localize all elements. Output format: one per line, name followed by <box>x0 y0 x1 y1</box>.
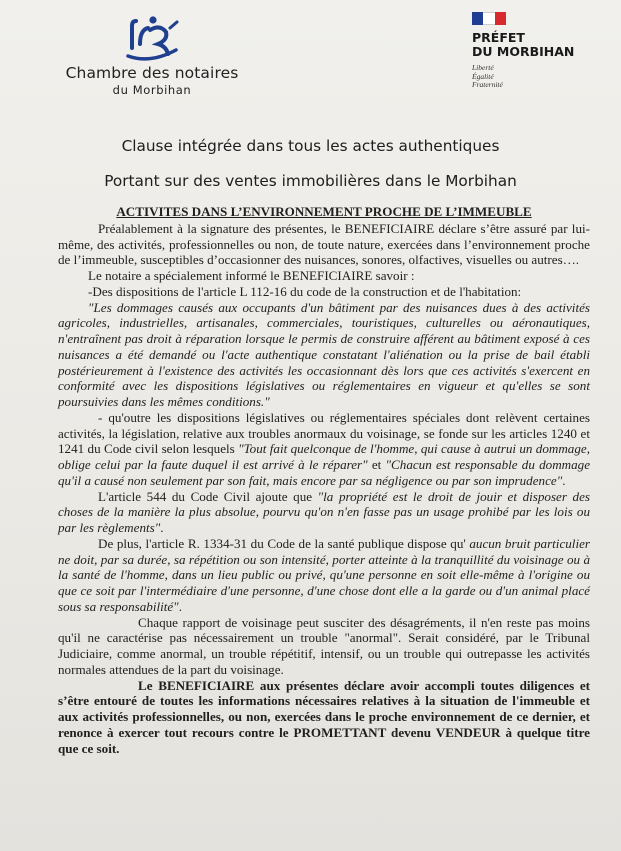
paragraph-notary-info: Le notaire a spécialement informé le BENEFICIAIRE savoir : <box>88 268 415 283</box>
paragraph-beneficiary-declaration: Le BENEFICIAIRE aux présentes déclare avoir accompli toutes diligences et s’être entouré de toutes les informations nécessaires relatives à la situation de l'immeuble et aux activités professionnelles, ou non, exercées dans le proche environnement de ce dernier, et renonce à exercer tout recours contre le PROMETTANT devenu VENDEUR à quelque titre que ce soit. <box>58 677 590 756</box>
clause-title-line2: Portant sur des ventes immobilières dans le Morbihan <box>104 172 517 190</box>
notaires-block <box>52 14 252 97</box>
prefet-title: PRÉFET DU MORBIHAN <box>472 30 575 59</box>
notaires-name: Chambre des notaires <box>65 64 239 82</box>
paragraph-preamble: Préalablement à la signature des présentes, le BENEFICIAIRE déclare s’être assuré par lui-même, des activités, professionnelles ou non, de toute nature, exercées dans l’environnement proche de l’immeuble, susceptibles d’occasionner des nuisances, sonores, olfactives, visuelles ou autres…. <box>58 220 590 268</box>
prefet-block <box>472 12 602 90</box>
paragraph-public-health-code: De plus, l'article R. 1334-31 du Code de la santé publique dispose qu' aucun bruit particulier ne doit, par sa durée, sa répétition ou son intensité, porter atteinte à la tranquillité du voisinage ou à la santé de l'homme, dans un lieu public ou privé, qu'une personne en soit elle-même à l'origine ou que ce soit par l'intermédiaire d'une personne, d'une chose dont elle a la garde ou d'un animal placé sous sa responsabilité". <box>58 535 590 614</box>
letterhead <box>0 0 621 120</box>
quote-article-l112-16: "Les dommages causés aux occupants d'un bâtiment par des nuisances dues à des activités agricoles, industrielles, artisanales, commerciales, touristiques, culturelles ou aéronautiques, n'entraînent pas droit à réparation lorsque le permis de construire afférent au bâtiment exposé à ces nuisances a été demandé ou l'acte authentique constatant l'aliénation ou la prise de bail établi postérieurement à l'existence des activités les occasionnant dès lors que ces activités s'exercent en conformité avec les dispositions législatives ou réglementaires en vigueur et qu'elles se sont poursuivies dans les mêmes conditions." <box>58 299 590 409</box>
paragraph-civil-code: - qu'outre les dispositions législatives ou réglementaires spéciales dont relèvent certaines activités, la législation, relative aux troubles anormaux du voisinage, se fonde sur les articles 1240 et 1241 du Code civil selon lesquels "Tout fait quelconque de l'homme, qui cause à autrui un dommage, oblige celui par la faute duquel il est arrivé à le réparer" et "Chacun est responsable du dommage qu'il a causé non seulement par son fait, mais encore par sa négligence ou par son imprudence". <box>58 409 591 488</box>
paragraph-article-544: L'article 544 du Code Civil ajoute que "la propriété est le droit de jouir et disposer des choses de la manière la plus absolue, pourvu qu'on n'en fasse pas un usage prohibé par les lois ou par les règlements". <box>58 488 590 535</box>
clause-title-line1: Clause intégrée dans tous les actes authentiques <box>121 137 500 155</box>
notaires-logo-icon <box>120 14 184 62</box>
french-flag-icon <box>472 12 506 25</box>
section-heading: ACTIVITES DANS L’ENVIRONNEMENT PROCHE DE L’IMMEUBLE <box>116 204 532 219</box>
paragraph-article-l112-16: -Des dispositions de l'article L 112-16 du code de la construction et de l'habitation: <box>88 283 522 299</box>
notaires-subtitle: du Morbihan <box>112 83 192 97</box>
clause-body <box>58 204 590 756</box>
republic-motto: Liberté Égalité Fraternité <box>472 63 503 89</box>
paragraph-neighbourhood: Chaque rapport de voisinage peut susciter des désagréments, il n'en reste pas moins qu'il ne caractérise pas nécessairement un trouble "anormal". Serait considéré, par le Tribunal Judiciaire, comme anormal, un trouble répétitif, intensif, ou un trouble qui outrepasse les activités normales attendues de la part du voisinage. <box>58 614 590 677</box>
